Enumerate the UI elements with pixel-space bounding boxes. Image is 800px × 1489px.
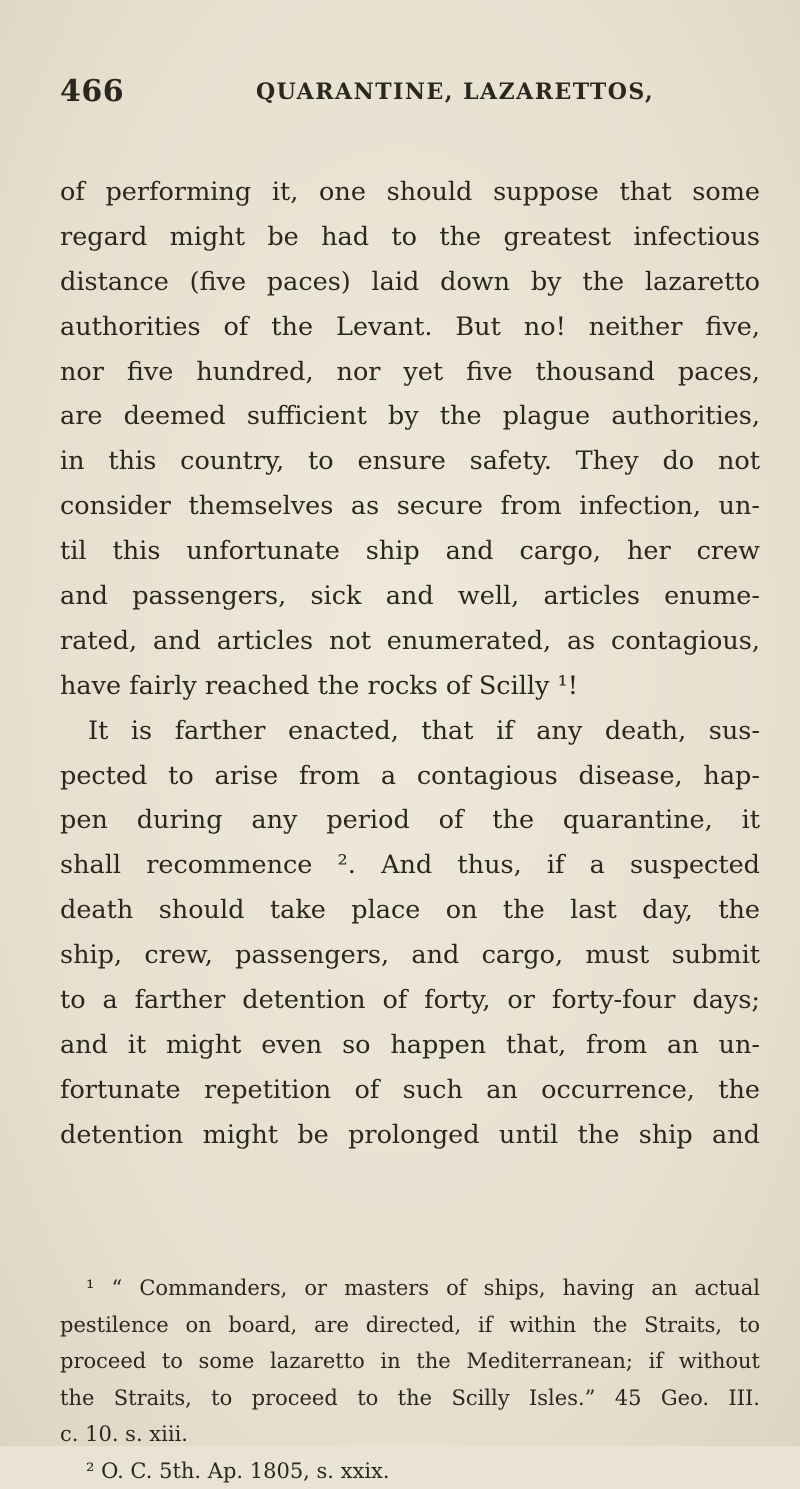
- text-line: of performing it, one should suppose that some: [60, 170, 760, 215]
- page-header: [60, 74, 760, 118]
- text-line: shall recommence ². And thus, if a suspected: [60, 843, 760, 888]
- footnote-line: ² O. C. 5th. Ap. 1805, s. xxix.: [60, 1453, 760, 1489]
- text-line: nor five hundred, nor yet five thousand paces,: [60, 350, 760, 395]
- text-line: pen during any period of the quarantine, it: [60, 798, 760, 843]
- running-head: QUARANTINE, LAZARETTOS,: [256, 79, 654, 105]
- footnote-line: c. 10. s. xiii.: [60, 1416, 760, 1453]
- page-number: 466: [60, 74, 124, 109]
- text-line: and it might even so happen that, from an un-: [60, 1023, 760, 1068]
- text-line: authorities of the Levant. But no! neither five,: [60, 305, 760, 350]
- footnote-line: pestilence on board, are directed, if within the Straits, to: [60, 1307, 760, 1344]
- text-line: fortunate repetition of such an occurrence, the: [60, 1068, 760, 1113]
- text-line: detention might be prolonged until the ship and: [60, 1113, 760, 1158]
- text-line: in this country, to ensure safety. They do not: [60, 439, 760, 484]
- footnotes: [60, 1270, 760, 1489]
- text-line: rated, and articles not enumerated, as contagious,: [60, 619, 760, 664]
- text-line: til this unfortunate ship and cargo, her crew: [60, 529, 760, 574]
- text-line: distance (five paces) laid down by the lazaretto: [60, 260, 760, 305]
- text-line: are deemed sufficient by the plague authorities,: [60, 394, 760, 439]
- footnote-line: proceed to some lazaretto in the Mediterranean; if without: [60, 1343, 760, 1380]
- text-line: and passengers, sick and well, articles enume-: [60, 574, 760, 619]
- text-line: consider themselves as secure from infection, un-: [60, 484, 760, 529]
- text-line: pected to arise from a contagious disease, hap-: [60, 754, 760, 799]
- text-line: death should take place on the last day, the: [60, 888, 760, 933]
- text-line: It is farther enacted, that if any death, sus-: [60, 709, 760, 754]
- footnote-line: the Straits, to proceed to the Scilly Isles.” 45 Geo. III.: [60, 1380, 760, 1417]
- text-line: have fairly reached the rocks of Scilly ¹!: [60, 664, 760, 709]
- text-line: to a farther detention of forty, or forty-four days;: [60, 978, 760, 1023]
- footnote-line: ¹ “ Commanders, or masters of ships, having an actual: [60, 1270, 760, 1307]
- text-line: regard might be had to the greatest infectious: [60, 215, 760, 260]
- body-text: [60, 170, 760, 1158]
- text-line: ship, crew, passengers, and cargo, must submit: [60, 933, 760, 978]
